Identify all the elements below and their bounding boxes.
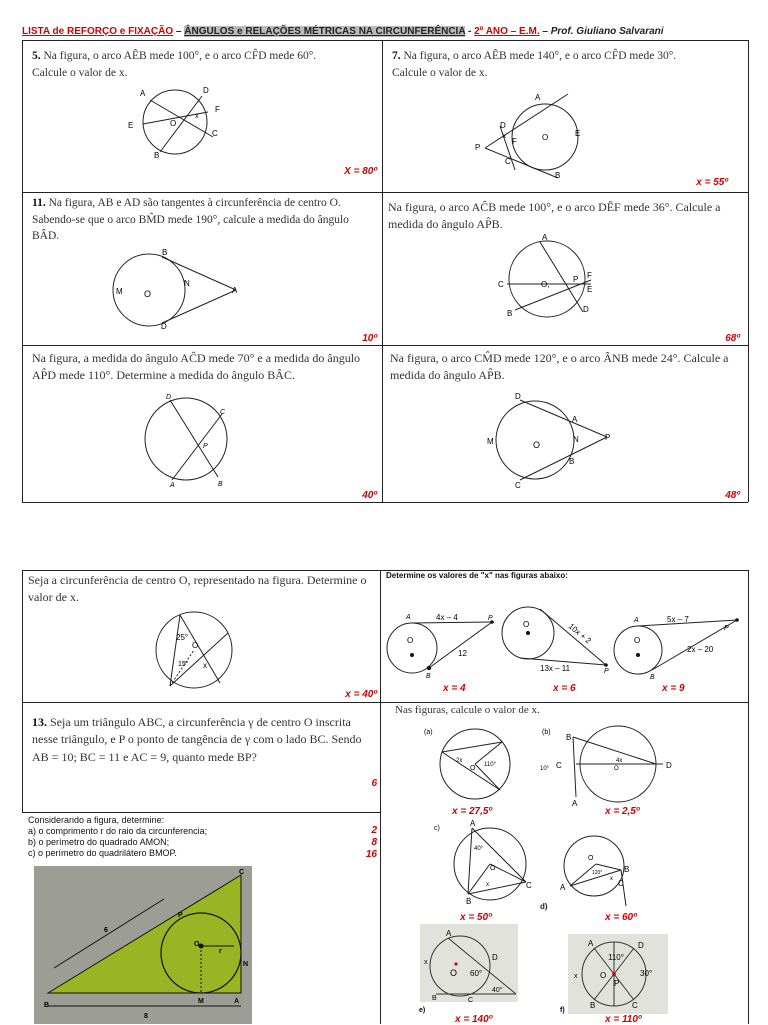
problem-apb1-text: Na figura, o arco AĈB mede 100°, e o arco DÊF mede 36°. Calcule a medida do ângulo AP̂B. — [388, 200, 721, 232]
svg-text:M: M — [116, 287, 123, 296]
svg-text:C: C — [556, 761, 562, 770]
quad-item-c: c) o perímetro do quadrilátero BMOP. — [28, 848, 177, 858]
svg-text:C: C — [220, 409, 226, 416]
svg-text:e): e) — [419, 1007, 426, 1014]
svg-text:O: O — [470, 765, 476, 772]
problem-11-answer: 10º — [362, 333, 377, 344]
grid-line — [22, 812, 380, 813]
problem-bac-answer: 40º — [362, 490, 377, 501]
svg-text:P: P — [605, 433, 611, 442]
svg-text:10°: 10° — [540, 766, 550, 772]
svg-text:D: D — [161, 322, 167, 331]
svg-text:M: M — [487, 437, 494, 446]
problem-11-figure — [106, 245, 246, 330]
svg-text:M: M — [198, 998, 204, 1005]
calc-figure-f — [560, 934, 668, 1014]
calc-d-tag: d) — [540, 902, 548, 911]
problem-5-figure — [120, 82, 230, 162]
svg-text:B: B — [624, 865, 630, 874]
page-header: LISTA de REFORÇO e FIXAÇÃO – ÂNGULOS e RELAÇÕES MÉTRICAS NA CIRCUNFERÊNCIA - 2º ANO – E.M. – Prof. Giuliano Salvarani — [22, 26, 664, 37]
svg-text:C: C — [498, 280, 504, 289]
svg-text:A: A — [542, 233, 548, 242]
svg-text:O: O — [634, 636, 641, 645]
calc-c-answer: x = 50º — [460, 912, 492, 923]
problem-13-answer: 6 — [371, 778, 377, 789]
quad-figure — [34, 866, 252, 1024]
calc-d-answer: x = 60º — [605, 912, 637, 923]
svg-text:N: N — [184, 279, 190, 288]
svg-text:P: P — [724, 625, 729, 632]
svg-text:P: P — [475, 143, 481, 152]
problem-7-text: 7. Na figura, o arco AÊB mede 140°, e o arco CF̂D mede 30°. Calcule o valor de x. — [392, 50, 677, 79]
problem-5-text: 5. Na figura, o arco AÊB mede 100°, e o arco CF̂D mede 60°. Calcule o valor de x. — [32, 50, 317, 79]
problem-7-answer: x = 55º — [696, 177, 728, 188]
grid-line — [22, 570, 748, 571]
svg-text:D: D — [166, 394, 172, 401]
svg-text:O: O — [542, 133, 549, 142]
calc-figure-a — [420, 722, 520, 802]
svg-text:(b): (b) — [542, 729, 551, 736]
svg-text:D: D — [500, 121, 506, 130]
svg-text:D: D — [638, 941, 644, 950]
svg-text:120°: 120° — [592, 870, 603, 876]
svg-text:x: x — [610, 876, 613, 882]
tangents-fig3-answer: x = 9 — [662, 683, 685, 694]
grid-line — [22, 570, 23, 812]
svg-text:A: A — [572, 799, 578, 808]
problem-apb1-answer: 68º — [725, 333, 740, 344]
svg-text:110°: 110° — [608, 953, 624, 962]
svg-text:A: A — [470, 819, 476, 828]
grid-line — [22, 40, 748, 41]
problem-apb1-figure — [495, 232, 605, 322]
header-grade: 2º ANO – E.M. — [474, 26, 540, 37]
calc-b-answer: x = 2,5º — [605, 806, 640, 817]
svg-text:60°: 60° — [470, 969, 483, 978]
svg-text:B: B — [162, 248, 168, 257]
calc-title: Nas figuras, calcule o valor de x. — [395, 704, 540, 716]
grid-line — [748, 40, 749, 502]
svg-text:4x: 4x — [616, 758, 623, 764]
svg-text:A: A — [588, 939, 594, 948]
grid-line — [22, 40, 23, 502]
svg-text:N: N — [243, 961, 249, 968]
svg-text:x: x — [203, 661, 207, 670]
grid-line — [380, 570, 381, 1024]
svg-text:P: P — [203, 443, 208, 450]
calc-e-answer: x = 140º — [455, 1014, 493, 1025]
quad-item-b: b) o perímetro do quadrado AMON; — [28, 837, 170, 847]
header-topic: ÂNGULOS e RELAÇÕES MÉTRICAS NA CIRCUNFERÊNCIA — [184, 26, 466, 37]
problem-bac-figure — [140, 392, 240, 487]
svg-text:A: A — [446, 929, 452, 938]
quad-answer-c: 16 — [365, 849, 377, 860]
svg-text:B: B — [555, 171, 561, 180]
svg-text:B: B — [590, 1001, 596, 1010]
svg-text:30°: 30° — [640, 969, 653, 978]
grid-line — [22, 345, 748, 346]
quad-questions — [28, 815, 207, 859]
svg-text:O: O — [450, 968, 458, 978]
svg-text:6: 6 — [104, 927, 108, 934]
point-label: O — [170, 119, 177, 128]
svg-text:A: A — [560, 883, 566, 892]
svg-text:A: A — [406, 614, 411, 621]
svg-text:F: F — [587, 271, 592, 280]
svg-text:P: P — [178, 912, 183, 919]
quad-answer-a: 2 — [371, 825, 377, 836]
problem-apb2-text: Na figura, o arco CM̂D mede 120°, e o arco ÂNB mede 24°. Calcule a medida do ângulo AP̂B. — [390, 351, 729, 383]
svg-text:B: B — [566, 733, 572, 742]
svg-text:O: O — [523, 620, 530, 629]
svg-text:40°: 40° — [492, 987, 503, 994]
tangents-fig2-answer: x = 6 — [553, 683, 576, 694]
svg-text:4x – 4: 4x – 4 — [436, 613, 458, 622]
problem-11-text: 11. Na figura, AB e AD são tangentes à circunferência de centro O. Sabendo-se que o arco BM̂D mede 190°, calcule a medida do ângulo BÂD. — [32, 197, 349, 243]
svg-text:x: x — [486, 882, 489, 888]
point-label: A — [140, 89, 146, 98]
svg-text:F: F — [512, 137, 517, 146]
svg-text:A: A — [232, 286, 238, 295]
grid-line — [22, 502, 748, 503]
problem-center-o-answer: x = 40º — [345, 689, 377, 700]
svg-text:c): c) — [434, 825, 440, 832]
svg-text:O: O — [407, 636, 414, 645]
calc-figure-e — [420, 924, 518, 1014]
svg-text:B: B — [44, 1002, 50, 1009]
svg-text:B: B — [218, 481, 223, 488]
svg-text:C: C — [515, 481, 521, 490]
svg-text:B: B — [466, 897, 472, 906]
svg-text:(a): (a) — [424, 729, 433, 736]
svg-text:5x – 7: 5x – 7 — [667, 615, 689, 624]
svg-text:N: N — [573, 435, 579, 444]
problem-apb2-answer: 48º — [725, 490, 740, 501]
svg-text:r: r — [219, 948, 222, 955]
svg-text:B: B — [426, 673, 431, 680]
svg-text:x: x — [503, 134, 506, 140]
point-label: F — [215, 105, 220, 114]
header-list-title: LISTA de REFORÇO e FIXAÇÃO — [22, 26, 174, 37]
calc-figure-d — [556, 828, 641, 908]
svg-text:D: D — [515, 392, 521, 401]
svg-text:P: P — [488, 615, 493, 622]
svg-text:f): f) — [560, 1007, 565, 1014]
svg-text:O: O — [614, 766, 619, 772]
svg-text:O: O — [144, 289, 152, 299]
grid-line — [748, 570, 749, 1024]
svg-text:A: A — [234, 998, 240, 1005]
problem-7-figure — [470, 92, 610, 182]
svg-text:B: B — [569, 457, 575, 466]
point-label: D — [203, 86, 209, 95]
quad-intro: Considerando a figura, determine: — [28, 815, 165, 825]
svg-text:C: C — [468, 997, 474, 1004]
svg-text:13x – 11: 13x – 11 — [540, 664, 571, 673]
svg-text:40°: 40° — [474, 846, 484, 852]
svg-text:8: 8 — [144, 1013, 148, 1020]
svg-text:D: D — [666, 761, 672, 770]
svg-text:x: x — [574, 973, 578, 980]
svg-text:O: O — [194, 941, 200, 948]
point-label: C — [212, 129, 218, 138]
svg-text:C: C — [618, 879, 624, 888]
tangents-figure-3 — [612, 610, 742, 680]
problem-center-o-figure — [150, 608, 240, 693]
problem-bac-text: Na figura, a medida do ângulo AĈD mede 70° e a medida do ângulo AP̂D mede 110°. Determine a medida do ângulo BÂC. — [32, 351, 361, 383]
svg-text:P: P — [604, 668, 609, 675]
svg-text:E: E — [575, 129, 581, 138]
svg-text:O: O — [490, 865, 496, 872]
svg-text:15°: 15° — [178, 661, 189, 668]
svg-text:A: A — [170, 482, 175, 489]
svg-text:110°: 110° — [484, 762, 496, 768]
calc-figure-c — [430, 818, 535, 908]
grid-line — [22, 192, 748, 193]
problem-apb2-figure — [485, 392, 615, 492]
angle-label: x — [195, 113, 199, 120]
calc-f-answer: x = 110º — [605, 1014, 642, 1025]
point-label: B — [154, 151, 160, 160]
quad-item-a: a) o comprimento r do raio da circunferencia; — [28, 826, 208, 836]
svg-text:10x + 2: 10x + 2 — [566, 621, 593, 646]
calc-a-answer: x = 27,5º — [452, 806, 493, 817]
grid-line — [382, 40, 383, 502]
svg-text:P: P — [614, 979, 620, 988]
svg-text:E: E — [587, 285, 593, 294]
svg-text:D: D — [492, 953, 498, 962]
problem-5-answer: X = 80º — [344, 166, 377, 177]
svg-text:12: 12 — [458, 649, 467, 658]
svg-text:P: P — [573, 275, 579, 284]
svg-text:2x – 20: 2x – 20 — [687, 645, 714, 654]
tangents-figure-1 — [384, 610, 499, 680]
problem-13-text: 13. Seja um triângulo ABC, a circunferência γ de centro O inscrita nesse triângulo, e P o ponto de tangência de γ com o lado BC. Sendo AB = 10; BC = 11 e AC = 9, quanto mede BP? — [32, 715, 362, 764]
svg-text:C: C — [632, 1001, 638, 1010]
tangents-title: Determine os valores de "x" nas figuras abaixo: — [386, 571, 568, 580]
svg-text:2x: 2x — [456, 758, 463, 764]
svg-text:C: C — [505, 157, 511, 166]
svg-text:O,: O, — [541, 280, 550, 289]
header-teacher: Prof. Giuliano Salvarani — [550, 26, 664, 37]
svg-text:B: B — [507, 309, 513, 318]
svg-text:C: C — [239, 869, 245, 876]
svg-text:D: D — [583, 305, 589, 314]
point-label: E — [128, 121, 134, 130]
svg-text:O: O — [192, 641, 199, 650]
svg-text:x: x — [424, 959, 428, 966]
svg-text:C: C — [526, 881, 532, 890]
problem-center-o-text: Seja a circunferência de centro O, representado na figura. Determine o valor de x. — [28, 573, 367, 605]
svg-text:O: O — [533, 440, 541, 450]
tangents-figure-2 — [500, 605, 615, 675]
svg-text:O: O — [600, 971, 607, 980]
svg-text:O: O — [588, 855, 594, 862]
quad-answer-b: 8 — [371, 837, 377, 848]
svg-text:B: B — [432, 995, 437, 1002]
svg-text:A: A — [572, 415, 578, 424]
svg-text:A: A — [535, 93, 541, 102]
calc-figure-b — [538, 722, 678, 807]
svg-text:B: B — [650, 674, 655, 681]
svg-text:25°: 25° — [176, 633, 189, 642]
grid-line — [22, 702, 748, 703]
svg-text:A: A — [634, 617, 639, 624]
tangents-fig1-answer: x = 4 — [443, 683, 466, 694]
